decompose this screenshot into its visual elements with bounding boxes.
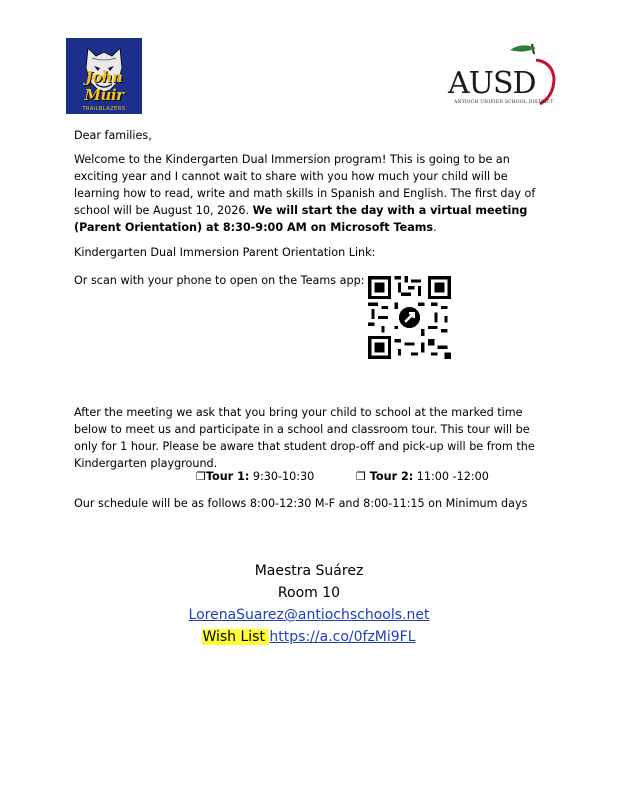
tour-2-option[interactable] [356,470,489,483]
district-logo-subtext: ANTIOCH UNIFIED SCHOOL DISTRICT [454,100,554,105]
welcome-paragraph [74,151,554,236]
meeting-info: We will start the day with a virtual meeting (Parent Orientation) at 8:30-9:00 AM on Microsoft Teams [74,204,528,234]
email-line [0,607,618,623]
scan-instructions: Or scan with your phone to open on the Teams app: [74,274,365,287]
tour-instructions: After the meeting we ask that you bring your child to school at the marked time below to meet us and participate in a school and classroom tour. This tour will be only for 1 hour. Please be aware that student drop-off and pick-up will be from the Kindergarten playground. [74,406,535,470]
school-logo-tagline: TRAILBLAZERS [82,106,126,112]
tour-2-label: Tour 2: [365,470,414,483]
school-logo-script: John Muir [84,68,124,104]
teams-qr-code[interactable] [368,276,451,359]
wish-list-link[interactable]: https://a.co/0fzMi9FL [269,629,416,645]
tour-2-checkbox[interactable]: ❒ [356,470,366,483]
orientation-link-label: Kindergarten Dual Immersion Parent Orientation Link: [74,246,376,259]
schedule-text: Our schedule will be as follows 8:00-12:30 M-F and 8:00-11:15 on Minimum days [74,497,528,510]
wish-list-label: Wish List [202,629,270,645]
greeting: Dear families, [74,129,152,142]
welcome-end: . [433,221,437,234]
welcome-text: Welcome to the Kindergarten Dual Immersion program! This is going to be an exciting year and I cannot wait to share with you how much your child will be learning how to read, write and math skills in Spanish and English. The first day of school will be August 10, 2026. [74,153,536,217]
district-logo-text: AUSD [448,66,536,101]
tour-1-time: 9:30-10:30 [249,470,315,483]
tour-1-label: Tour 1: [205,470,250,483]
district-logo [444,40,558,108]
tour-1-option[interactable] [196,470,314,483]
tour-1-checkbox[interactable]: ❒ [196,470,206,483]
teacher-email-link[interactable]: LorenaSuarez@antiochschools.net [188,607,430,623]
school-logo [66,38,142,114]
room-number: Room 10 [277,585,341,601]
teacher-name: Maestra Suárez [254,563,364,579]
wish-list-line [0,629,618,645]
tour-2-time: 11:00 -12:00 [413,470,489,483]
